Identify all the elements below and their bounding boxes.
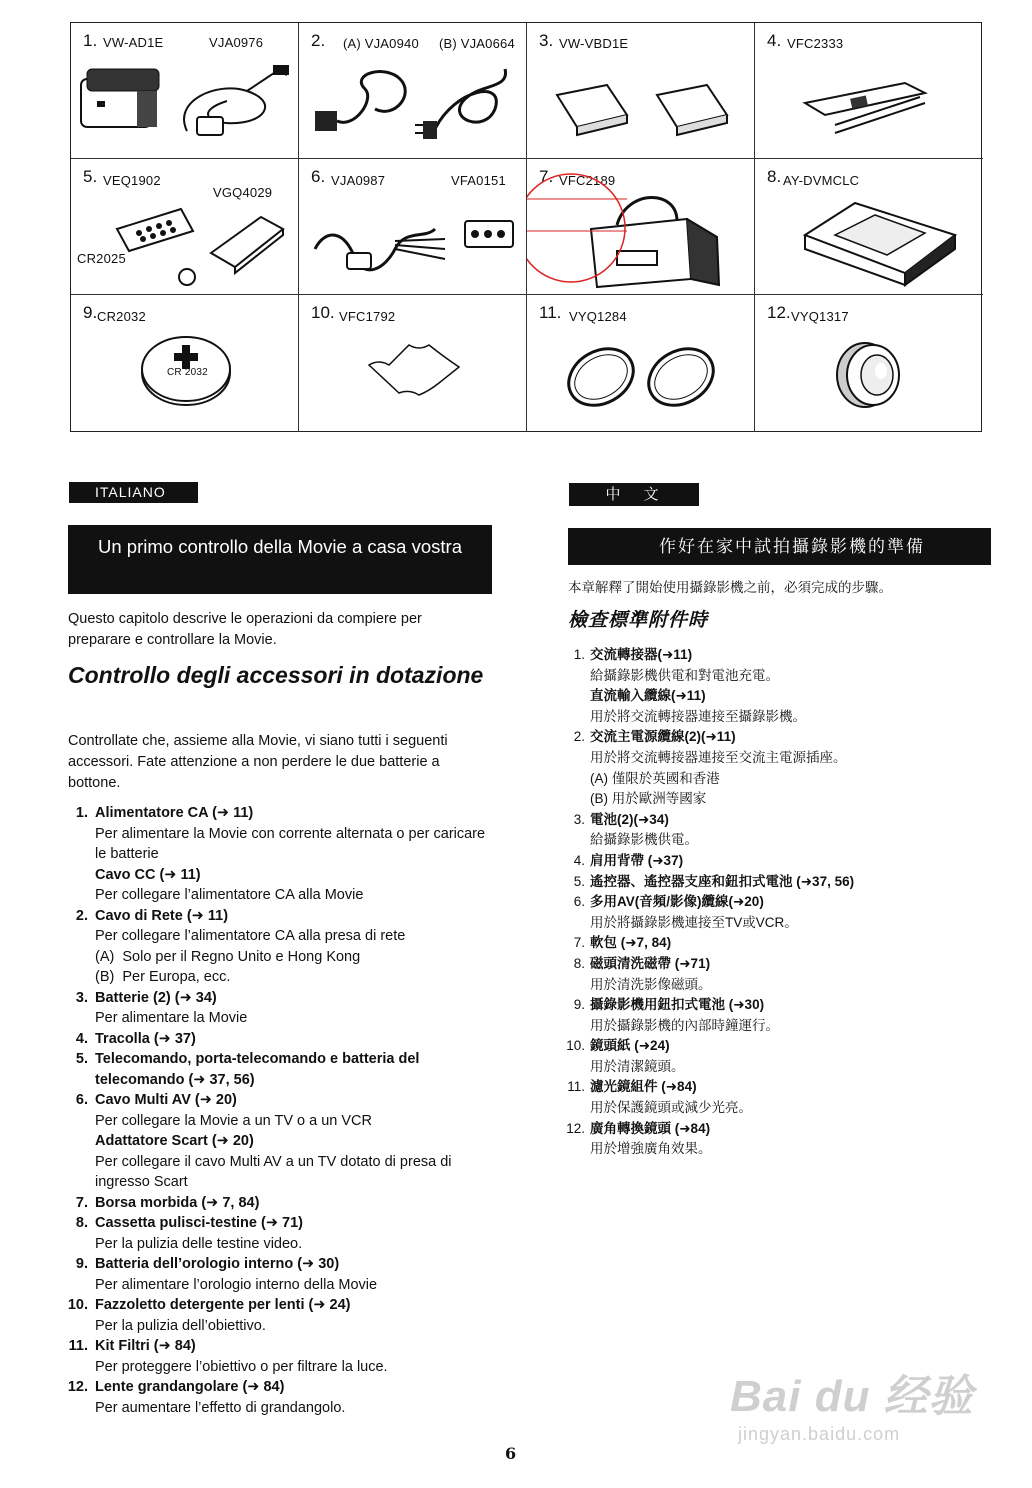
item-number: 7. xyxy=(75,1194,88,1211)
accessory-number: 2. xyxy=(311,31,326,50)
accessory-cell-12 xyxy=(755,295,983,432)
list-item xyxy=(50,1295,500,1336)
item-description: Per collegare l’alimentatore CA alla Movie xyxy=(95,887,364,903)
list-item xyxy=(560,1036,1000,1077)
accessory-number: 12. xyxy=(767,303,791,322)
item-description: 給攝錄影機供電和對電池充電。 xyxy=(590,667,779,683)
shoulder-strap-illustration xyxy=(795,73,945,143)
remote-control-illustration xyxy=(111,189,297,289)
item-description: Per aumentare l’effetto di grandangolo. xyxy=(95,1399,346,1416)
accessory-number: 4. xyxy=(767,31,782,50)
item-number: 2. xyxy=(75,907,88,924)
item-number: 3. xyxy=(573,811,585,827)
accessory-code: CR2032 xyxy=(97,309,146,324)
item-description: 用於將交流轉接器連接至交流主電源插座。 xyxy=(590,749,847,765)
list-item xyxy=(560,645,1000,727)
accessory-cell-7 xyxy=(527,159,755,295)
item-number: 1. xyxy=(573,647,585,662)
accessory-cell-6 xyxy=(299,159,527,295)
item-number: 10. xyxy=(566,1038,585,1054)
accessory-number: 11. xyxy=(539,303,562,322)
battery-label: CR 2032 xyxy=(167,367,208,378)
mains-cable-illustration xyxy=(305,59,521,153)
item-title: 交流轉接器(➜11) xyxy=(590,647,693,662)
accessory-code: (B) VJA0664 xyxy=(439,36,515,51)
accessory-number: 7. xyxy=(539,167,554,186)
item-description: (B) Per Europa, ecc. xyxy=(95,969,231,985)
accessory-code: VFC1792 xyxy=(339,309,396,324)
list-item xyxy=(560,727,1000,809)
item-description: Per alimentare la Movie con corrente alternata o per caricare le batterie xyxy=(95,825,486,862)
lens-cloth-illustration xyxy=(359,335,469,405)
accessory-code: VJA0976 xyxy=(209,35,264,50)
item-title: Kit Filtri (➜ 84) xyxy=(95,1338,196,1354)
accessory-code: VW-VBD1E xyxy=(559,36,629,51)
watermark-url: jingyan.baidu.com xyxy=(738,1424,901,1444)
list-item xyxy=(50,988,500,1029)
accessory-code: VGQ4029 xyxy=(213,185,273,200)
list-item xyxy=(50,906,500,988)
accessory-cell-5 xyxy=(71,159,299,295)
item-title: 廣角轉換鏡頭 (➜84) xyxy=(590,1120,711,1136)
item-number: 4. xyxy=(75,1030,88,1047)
accessory-code: VYQ1317 xyxy=(791,309,849,324)
list-item xyxy=(50,1090,500,1193)
filter-kit-illustration xyxy=(557,335,737,415)
accessory-number: 5. xyxy=(83,167,98,186)
item-description: Per proteggere l’obiettivo o per filtrare la luce. xyxy=(95,1358,388,1375)
item-title: Tracolla (➜ 37) xyxy=(95,1030,196,1047)
accessory-code: CR2025 xyxy=(77,251,126,266)
accessory-cell-10 xyxy=(299,295,527,432)
italian-intro: Questo capitolo descrive le operazioni da compiere per preparare e controllare la Movie. xyxy=(68,611,422,648)
item-description: (B) 用於歐洲等國家 xyxy=(590,791,707,807)
item-description: 用於攝錄影機的內部時鐘運行。 xyxy=(590,1017,779,1033)
item-title: Cassetta pulisci-testine (➜ 71) xyxy=(95,1215,303,1231)
item-number: 3. xyxy=(75,989,88,1006)
italian-section-banner: Un primo controllo della Movie a casa vostra xyxy=(68,525,492,594)
item-title: Fazzoletto detergente per lenti (➜ 24) xyxy=(95,1297,351,1313)
item-title: 遙控器、遙控器支座和鈕扣式電池 (➜37, 56) xyxy=(590,873,855,889)
item-title: 電池(2)(➜34) xyxy=(590,811,669,827)
accessory-code: VFC2189 xyxy=(559,173,616,188)
item-title: 交流主電源纜線(2)(➜11) xyxy=(590,729,736,745)
accessory-number: 6. xyxy=(311,167,326,186)
italian-language-tag: ITALIANO xyxy=(69,482,198,503)
accessory-cell-2 xyxy=(299,23,527,159)
item-number: 1. xyxy=(75,805,88,821)
item-number: 5. xyxy=(573,873,585,889)
accessory-number: 9. xyxy=(83,303,98,322)
accessory-cell-8 xyxy=(755,159,983,295)
item-description: (A) 僅限於英國和香港 xyxy=(590,770,720,786)
item-title: 鏡頭紙 (➜24) xyxy=(590,1038,670,1054)
item-description: Per collegare la Movie a un TV o a un VCR xyxy=(95,1112,372,1129)
item-description: (A) Solo per il Regno Unito e Hong Kong xyxy=(95,948,361,965)
item-number: 12. xyxy=(566,1120,585,1136)
accessory-code: VFC2333 xyxy=(787,36,844,51)
item-title: 攝錄影機用鈕扣式電池 (➜30) xyxy=(590,997,765,1013)
item-title: 軟包 (➜7, 84) xyxy=(590,935,672,951)
accessory-code: VFA0151 xyxy=(451,173,506,188)
item-title: Lente grandangolare (➜ 84) xyxy=(95,1379,285,1395)
accessory-code: (A) VJA0940 xyxy=(343,36,419,51)
item-description: 用於清潔鏡頭。 xyxy=(590,1058,685,1074)
item-title: Batterie (2) (➜ 34) xyxy=(95,989,217,1006)
item-number: 9. xyxy=(573,997,585,1013)
item-title: 磁頭清洗磁帶 (➜71) xyxy=(590,955,711,971)
item-number: 4. xyxy=(573,852,585,868)
accessory-number: 3. xyxy=(539,31,554,50)
list-item xyxy=(50,803,500,906)
item-title: Cavo Multi AV (➜ 20) xyxy=(95,1092,237,1108)
accessory-code: VW-AD1E xyxy=(103,35,164,50)
accessory-code: VEQ1902 xyxy=(103,173,161,188)
list-item xyxy=(50,1213,500,1254)
accessories-grid xyxy=(70,22,982,432)
accessory-code: VYQ1284 xyxy=(569,309,627,324)
accessory-number: 1. xyxy=(83,31,98,50)
accessory-cell-4 xyxy=(755,23,983,159)
chinese-intro: 本章解釋了開始使用攝錄影機之前，必須完成的步驟。 xyxy=(568,580,892,595)
multi-av-cable-illustration xyxy=(305,199,521,289)
item-number: 9. xyxy=(75,1256,88,1272)
list-item xyxy=(560,810,1000,851)
item-description: Per collegare il cavo Multi AV a un TV dotato di presa di ingresso Scart xyxy=(95,1153,452,1190)
chinese-accessory-list xyxy=(560,645,1000,1160)
list-item xyxy=(560,995,1000,1036)
list-item xyxy=(560,1119,1000,1160)
list-item xyxy=(560,933,1000,954)
item-description: Per alimentare l’orologio interno della Movie xyxy=(95,1276,378,1293)
item-title: Borsa morbida (➜ 7, 84) xyxy=(95,1194,260,1211)
item-number: 6. xyxy=(573,894,585,910)
accessory-code: VJA0987 xyxy=(331,173,386,188)
item-number: 10. xyxy=(67,1297,88,1313)
item-title: Cavo di Rete (➜ 11) xyxy=(95,907,229,924)
accessory-cell-11 xyxy=(527,295,755,432)
item-description: 用於保護鏡頭或減少光亮。 xyxy=(590,1100,752,1116)
chinese-section-banner: 作好在家中試拍攝錄影機的準備 xyxy=(568,528,991,565)
accessory-number: 10. xyxy=(311,303,335,322)
list-item xyxy=(560,954,1000,995)
item-description: 用於增強廣角效果。 xyxy=(590,1141,712,1157)
baidu-watermark xyxy=(730,1360,974,1445)
battery-pack-illustration xyxy=(547,75,743,145)
item-title: Telecomando, porta-telecomando e batteria del telecomando (➜ 37, 56) xyxy=(95,1051,420,1088)
item-description: 用於將攝錄影機連接至TV或VCR。 xyxy=(590,914,798,930)
soft-case-illustration xyxy=(527,159,755,295)
item-description: Per la pulizia dell’obiettivo. xyxy=(95,1317,266,1334)
item-number: 12. xyxy=(67,1379,88,1395)
item-title: Alimentatore CA (➜ 11) xyxy=(95,805,254,821)
italian-paragraph: Controllate che, assieme alla Movie, vi siano tutti i seguenti accessori. Fate attenzione a non perdere le due batterie a bottone. xyxy=(68,733,448,791)
accessory-code: AY-DVMCLC xyxy=(783,173,860,188)
list-item xyxy=(560,1077,1000,1118)
list-item xyxy=(50,1377,500,1418)
list-item xyxy=(50,1049,500,1090)
cleaning-cassette-illustration xyxy=(795,195,971,287)
wide-conversion-lens-illustration xyxy=(825,331,915,417)
list-item xyxy=(50,1193,500,1214)
item-description: 用於清洗影像磁頭。 xyxy=(590,976,712,992)
item-number: 6. xyxy=(75,1092,88,1108)
item-description: 給攝錄影機供電。 xyxy=(590,832,698,848)
item-number: 11. xyxy=(567,1079,585,1095)
accessory-cell-1 xyxy=(71,23,299,159)
item-description: Per collegare l’alimentatore CA alla presa di rete xyxy=(95,928,406,944)
item-title: Batteria dell’orologio interno (➜ 30) xyxy=(95,1256,340,1272)
chinese-language-tag: 中 文 xyxy=(569,483,699,506)
item-number: 2. xyxy=(573,729,585,745)
italian-heading: Controllo degli accessori in dotazione xyxy=(68,662,484,688)
item-subtitle: Adattatore Scart (➜ 20) xyxy=(95,1133,254,1149)
italian-accessory-list xyxy=(50,803,500,1418)
item-number: 8. xyxy=(573,955,585,971)
ac-adaptor-illustration xyxy=(77,61,293,153)
accessory-cell-3 xyxy=(527,23,755,159)
list-item xyxy=(50,1336,500,1377)
accessory-number: 8. xyxy=(767,167,782,186)
item-description: Per alimentare la Movie xyxy=(95,1010,248,1026)
page-number: 6 xyxy=(505,1444,517,1463)
list-item xyxy=(560,892,1000,933)
item-subtitle: Cavo CC (➜ 11) xyxy=(95,866,201,883)
chinese-heading: 檢查標準附件時 xyxy=(568,610,709,631)
item-number: 5. xyxy=(75,1051,88,1067)
accessory-cell-9 xyxy=(71,295,299,432)
item-title: 肩用背帶 (➜37) xyxy=(590,852,684,868)
item-number: 8. xyxy=(75,1215,88,1231)
item-title: 濾光鏡組件 (➜84) xyxy=(590,1079,697,1095)
list-item xyxy=(50,1254,500,1295)
item-number: 7. xyxy=(573,935,585,951)
list-item xyxy=(560,851,1000,872)
watermark-logo: Bai du 经验 xyxy=(730,1372,974,1421)
item-description: 用於將交流轉接器連接至攝錄影機。 xyxy=(590,708,806,724)
item-description: Per la pulizia delle testine video. xyxy=(95,1235,303,1252)
list-item xyxy=(50,1029,500,1050)
item-subtitle: 直流輸入纜線(➜11) xyxy=(590,688,706,704)
item-number: 11. xyxy=(68,1338,88,1354)
list-item xyxy=(560,872,1000,893)
item-title: 多用AV(音頻/影像)纜線(➜20) xyxy=(590,894,764,910)
